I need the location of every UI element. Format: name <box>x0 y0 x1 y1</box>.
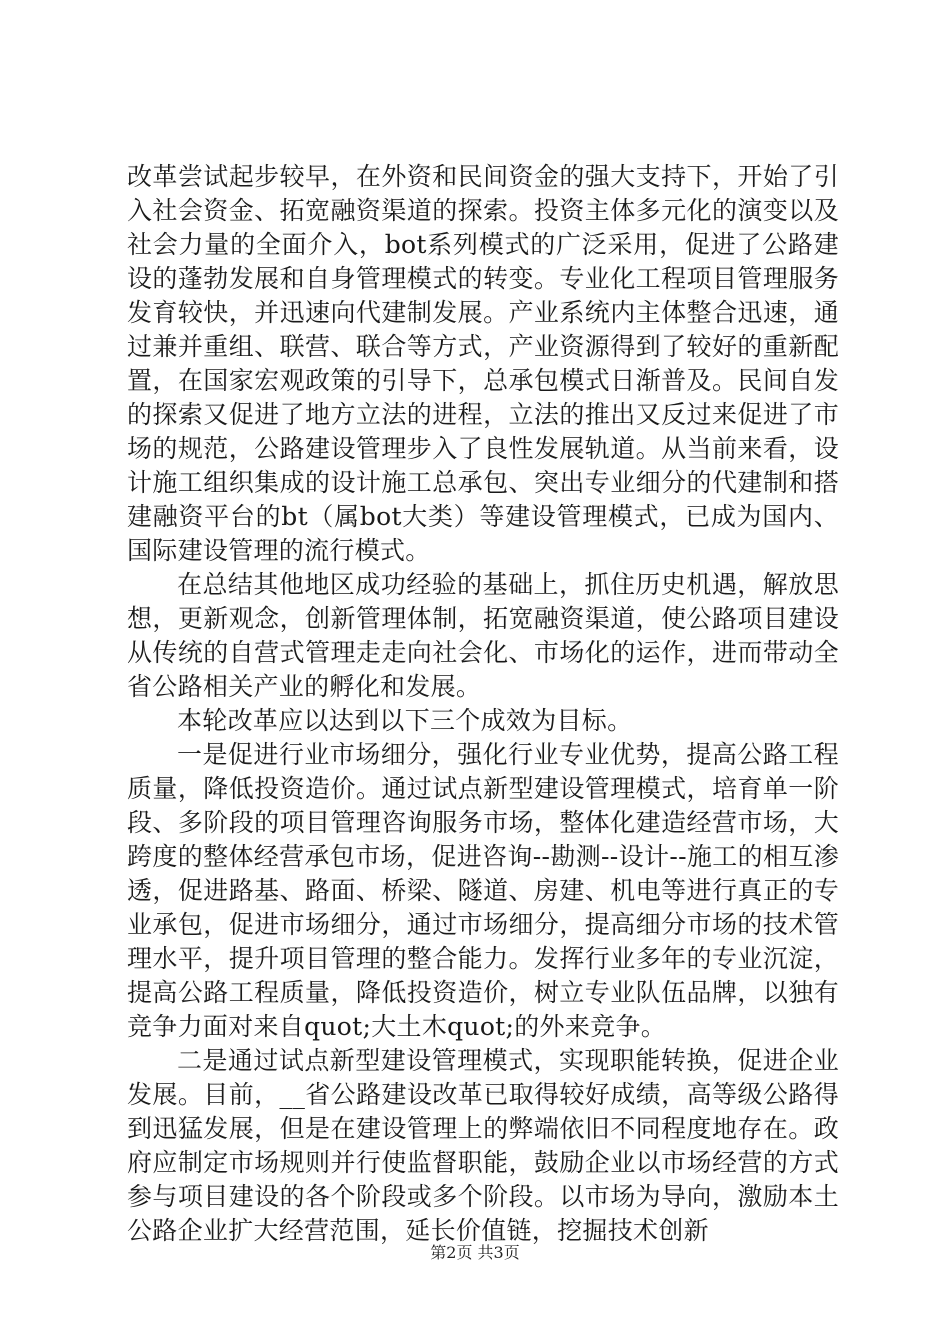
paragraph: 本轮改革应以达到以下三个成效为目标。 <box>177 706 633 735</box>
paragraph-continued: 改革尝试起步较早，在外资和民间资金的强大支持下，开始了引入社会资金、拓宽融资渠道的探索。投资主体多元化的演变以及社会力量的全面介入，bot系列模式的广泛采用，促进了公路建设的蓬勃发展和自身管理模式的转变。专业化工程项目管理服务发育较快，并迅速向代建制发展。产业系统内主体整合迅速，通过兼并重组、联营、联合等方式，产业资源得到了较好的重新配置，在国家宏观政策的引导下，总承包模式日渐普及。民间自发的探索又促进了地方立法的进程，立法的推出又反过来促进了市场的规范，公路建设管理步入了良性发展轨道。从当前来看，设计施工组织集成的设计施工总承包、突出专业细分的代建制和搭建融资平台的bt（属bot大类）等建设管理模式，已成为国内、国际建设管理的流行模式。 <box>127 162 839 565</box>
paragraph: 在总结其他地区成功经验的基础上，抓住历史机遇，解放思想，更新观念，创新管理体制，拓宽融资渠道，使公路项目建设从传统的自营式管理走走向社会化、市场化的运作，进而带动全省公路相关产业的孵化和发展。 <box>127 570 839 701</box>
paragraph: 一是促进行业市场细分，强化行业专业优势，提高公路工程质量，降低投资造价。通过试点新型建设管理模式，培育单一阶段、多阶段的项目管理咨询服务市场，整体化建造经营市场，大跨度的整体经营承包市场，促进咨询--勘测--设计--施工的相互渗透，促进路基、路面、桥梁、隧道、房建、机电等进行真正的专业承包，促进市场细分，通过市场细分，提高细分市场的技术管理水平，提升项目管理的整合能力。发挥行业多年的专业沉淀，提高公路工程质量，降低投资造价，树立专业队伍品牌，以独有竞争力面对来自quot;大土木quot;的外来竞争。 <box>127 740 839 1041</box>
page-number-footer: 第2页 共3页 <box>430 1243 520 1262</box>
paragraph: 二是通过试点新型建设管理模式，实现职能转换，促进企业发展。目前，__省公路建设改革已取得较好成绩，高等级公路得到迅猛发展，但是在建设管理上的弊端依旧不同程度地存在。政府应制定市场规则并行使监督职能，鼓励企业以市场经营的方式参与项目建设的各个阶段或多个阶段。以市场为导向，激励本土公路企业扩大经营范围，延长价值链，挖掘技术创新 <box>127 1046 839 1245</box>
document-body <box>127 160 839 1248</box>
